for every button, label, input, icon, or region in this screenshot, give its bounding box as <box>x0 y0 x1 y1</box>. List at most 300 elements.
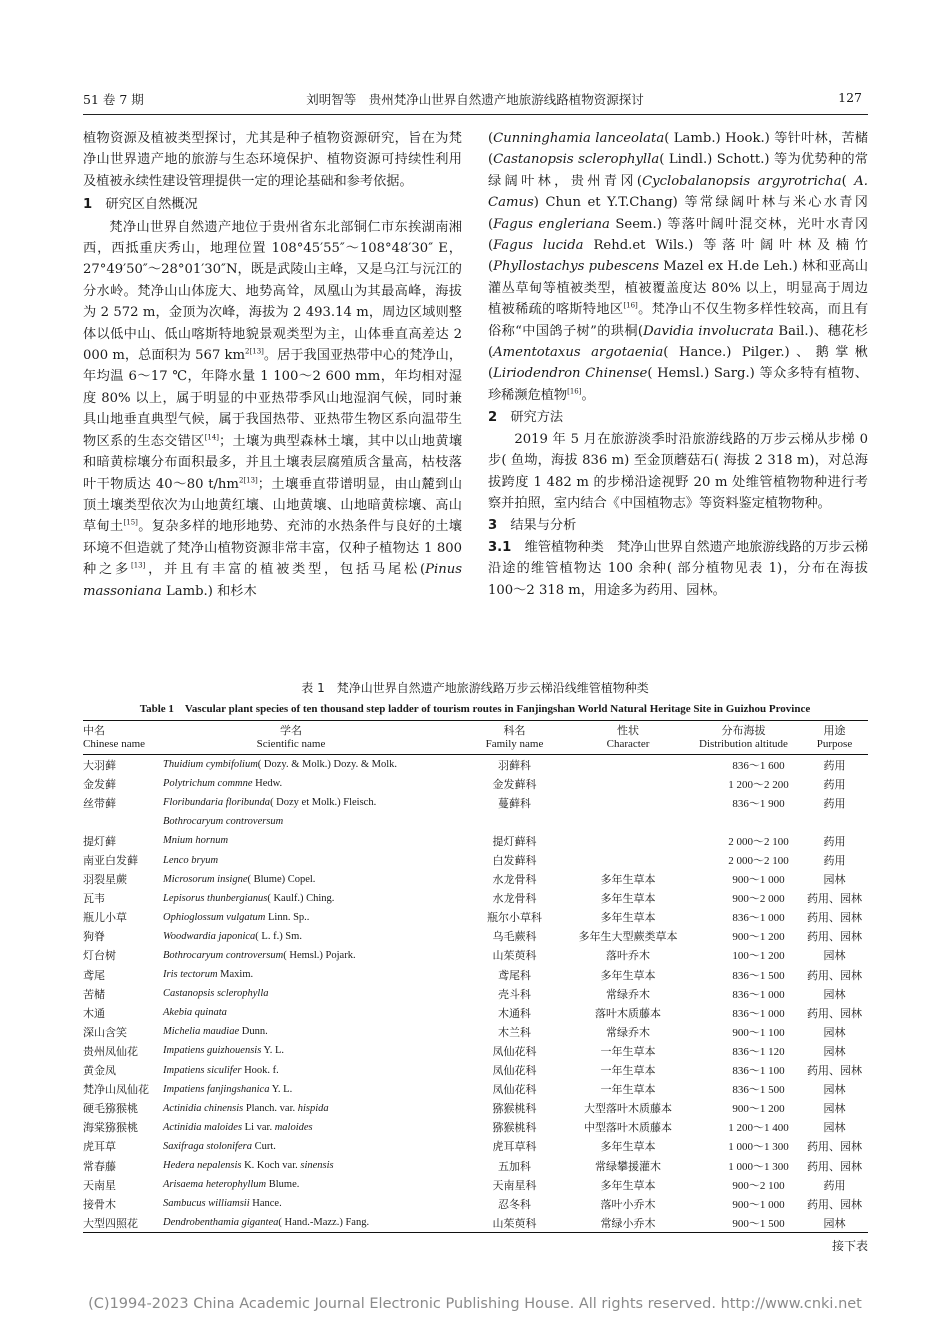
cell-altitude: 836～1 900 <box>732 797 785 810</box>
table-row <box>83 1213 868 1233</box>
header-label: 性状 <box>617 725 639 737</box>
variety-name: maloides <box>274 1121 313 1133</box>
species-name: Cyclobalanopsis argyrotricha <box>642 173 842 189</box>
cell-altitude: 900～1 000 <box>732 1198 785 1211</box>
cell-altitude: 900～1 100 <box>732 1026 785 1039</box>
species-name: Polytrichum commne <box>163 778 253 790</box>
section-3-heading <box>488 515 868 536</box>
species-name: Iris tectorum <box>163 969 218 981</box>
table-header-row <box>83 721 868 755</box>
cell-scientific-name <box>163 1041 459 1060</box>
section-3-number: 3 <box>488 518 498 534</box>
cell-altitude: 900～1 000 <box>732 874 785 887</box>
table-row <box>83 927 868 946</box>
cell-purpose: 药用、园林 <box>807 1065 862 1078</box>
cell-character: 大型落叶木质藤本 <box>584 1103 672 1116</box>
cell-character: 一年生草本 <box>600 1045 656 1058</box>
cell-character <box>570 793 686 812</box>
header-character <box>570 721 686 755</box>
cell-altitude: 1 000～1 300 <box>728 1160 789 1173</box>
cell-chinese-name: 常春藤 <box>83 1160 116 1173</box>
authority: Hook. f. <box>241 1064 279 1076</box>
vegetation-paragraph <box>488 128 868 406</box>
section-1-heading <box>83 194 462 215</box>
header-label-en: Scientific name <box>256 738 326 750</box>
text-run: Mazel ex H.de Leh.) 林和亚高山灌丛草甸等植被类型，植被覆盖度达 80% 以上，明显高于周边植被稀疏的喀斯特地区 <box>488 259 869 318</box>
species-name: Akebia quinata <box>163 1007 227 1019</box>
header-label-en: Chinese name <box>83 738 146 750</box>
table-row <box>83 850 868 869</box>
cell-family-name: 五加科 <box>498 1160 531 1173</box>
cell-character: 多年生草本 <box>600 969 656 982</box>
text-run: ( Lindl.) Schott.) 等为优势种的常绿阔叶林，贵州青冈( <box>488 152 868 189</box>
cell-chinese-name: 丝带藓 <box>83 797 116 810</box>
cell-family-name: 提灯藓科 <box>492 835 537 848</box>
cell-character <box>570 755 686 775</box>
section-2-heading <box>488 407 868 428</box>
species-name: Arisaema heterophyllum <box>163 1179 267 1191</box>
cell-scientific-name <box>163 1003 459 1022</box>
cell-purpose: 药用 <box>823 759 846 772</box>
cell-chinese-name: 瓶儿小草 <box>83 912 127 925</box>
cell-scientific-name <box>163 870 459 889</box>
authority: Blume. <box>266 1179 300 1191</box>
cell-scientific-name <box>163 1156 459 1175</box>
cell-altitude: 836～1 100 <box>732 1065 785 1078</box>
cell-purpose: 药用、园林 <box>807 931 862 944</box>
cell-scientific-name <box>163 965 459 984</box>
cell-altitude: 1 200～2 200 <box>728 778 789 791</box>
cell-family-name: 水龙骨科 <box>492 893 537 906</box>
cell-scientific-name <box>163 1080 459 1099</box>
text-run: Rehd.et Wils.) 等落叶阔叶林及楠竹( <box>488 238 868 275</box>
authority: Maxim. <box>217 969 254 981</box>
table-row <box>83 1080 868 1099</box>
header-distribution-altitude <box>686 721 801 755</box>
cell-purpose: 园林 <box>823 950 846 963</box>
cell-scientific-name <box>163 908 459 927</box>
species-name: Davidia involucrata <box>643 323 774 339</box>
cell-character: 一年生草本 <box>600 1065 656 1078</box>
table-body <box>83 755 868 1233</box>
authority: Linn. Sp.. <box>265 911 310 923</box>
species-name: Castanopsis sclerophylla <box>493 152 660 168</box>
text-run: 梵净山世界自然遗产地位于贵州省东北部铜仁市东挨湖南湘西，西抵重庆秀山，地理位置 108°45′55″～108°48′30″ E，27°49′50″～28°01′30″N，既是武陵山主峰，又是乌江与沅江的分水岭。梵净山山体庞大、地势高耸，凤凰山为其最高峰，海拔为 2 572 m，金顶为次峰，海拔为 2 493.14 m，周边区域则整体以低中山、低山喀斯特地貌景观类型为主，山体垂直高差达 2 000 m，总面积为 567 km <box>83 219 462 364</box>
header-label-en: Purpose <box>816 738 853 750</box>
authority: Planch. var. <box>243 1102 298 1114</box>
section-1-title: 研究区自然概况 <box>105 197 198 213</box>
table-row <box>83 1118 868 1137</box>
table-row <box>83 1041 868 1060</box>
species-name: Fagus engleriana <box>493 216 610 232</box>
cell-scientific-name <box>163 1175 459 1194</box>
table-row <box>83 1003 868 1022</box>
cell-chinese-name: 羽裂星蕨 <box>83 874 127 887</box>
cell-chinese-name: 接骨木 <box>83 1198 116 1211</box>
cell-chinese-name: 大型四照花 <box>83 1213 163 1233</box>
cell-altitude: 900～2 100 <box>732 1179 785 1192</box>
superscript: 2 <box>238 476 244 485</box>
table-caption-english: Table 1 Vascular plant species of ten thousand step ladder of tourism routes in Fanjingshan World Natural Heritage Site in Guizhou Province <box>139 703 811 715</box>
section-2-number: 2 <box>488 410 498 426</box>
cell-chinese-name: 鸢尾 <box>83 969 105 982</box>
header-chinese-name <box>83 721 163 755</box>
cell-chinese-name: 梵净山凤仙花 <box>83 1084 149 1097</box>
header-scientific-name <box>163 721 459 755</box>
cell-scientific-name <box>163 812 459 831</box>
citation: [13] <box>249 347 264 356</box>
cell-scientific-name <box>163 927 459 946</box>
species-name: Bothrocaryum controversum <box>163 816 284 828</box>
cell-family-name: 羽藓科 <box>498 759 531 772</box>
cell-scientific-name <box>163 850 459 869</box>
cell-altitude: 836～1 500 <box>732 969 785 982</box>
cell-altitude <box>686 812 801 831</box>
cell-chinese-name: 苦槠 <box>83 988 105 1001</box>
text-run: 梵净山世界自然遗产地旅游线路的万步云梯沿途的维管植物达 100 余种( 部分植物见表 1)，分布在海拔 100～2 318 m，用途多为药用、园林。 <box>488 539 869 598</box>
cell-purpose: 药用、园林 <box>807 969 862 982</box>
text-run: 。复杂多样的地形地势、充沛的水热条件与良好的土壤环境不但造就了梵净山植物资源非常丰富，仅种子植物达 1 800 种之多 <box>83 519 462 578</box>
cell-purpose: 园林 <box>823 1103 846 1116</box>
cell-chinese-name: 虎耳草 <box>83 1141 116 1154</box>
cell-family-name: 虎耳草科 <box>492 1141 537 1154</box>
species-name: Saxifraga stolonifera <box>163 1140 252 1152</box>
cell-chinese-name: 硬毛猕猴桃 <box>83 1103 138 1116</box>
cell-character: 常绿乔木 <box>606 1026 650 1039</box>
cell-altitude: 1 000～1 300 <box>728 1141 789 1154</box>
table-row <box>83 984 868 1003</box>
authority: ( L. f.) Sm. <box>255 930 302 942</box>
variety-name: hispida <box>297 1102 329 1114</box>
cell-character: 多年生草本 <box>600 1141 656 1154</box>
cell-chinese-name: 黄金凤 <box>83 1065 116 1078</box>
cell-family-name: 山茱萸科 <box>492 950 537 963</box>
species-name: Castanopsis sclerophylla <box>163 988 269 1000</box>
cell-family-name: 凤仙花科 <box>492 1084 537 1097</box>
species-name: Liriodendron Chinense <box>493 366 648 382</box>
citation: [15] <box>123 518 138 527</box>
cell-character: 常绿小乔木 <box>570 1213 686 1233</box>
variety-name: sinensis <box>300 1160 334 1172</box>
cell-scientific-name <box>163 1099 459 1118</box>
header-purpose <box>801 721 868 755</box>
citation: [13] <box>130 561 146 570</box>
header-label-en: Distribution altitude <box>699 738 788 750</box>
citation: [14] <box>204 433 220 442</box>
cell-family-name: 忍冬科 <box>498 1198 531 1211</box>
authority: ( Hemsl.) Pojark. <box>283 949 356 961</box>
authority: ( Kaulf.) Ching. <box>267 892 335 904</box>
text-run: ( Hance.) Pilger.)、鹅掌楸( <box>488 345 868 382</box>
species-name: Mnium hornum <box>163 835 229 847</box>
species-name: Michelia maudiae <box>163 1026 240 1038</box>
species-name: Actinidia chinensis <box>163 1102 244 1114</box>
cell-purpose: 园林 <box>801 1213 868 1233</box>
cell-purpose: 药用 <box>823 778 846 791</box>
cell-character: 多年生草本 <box>600 893 656 906</box>
species-name: Woodwardia japonica <box>163 930 256 942</box>
cell-altitude: 836～1 500 <box>732 1084 785 1097</box>
cell-altitude: 900～1 500 <box>686 1213 801 1233</box>
authority: K. Koch var. <box>241 1160 301 1172</box>
cell-chinese-name: 金发藓 <box>83 778 116 791</box>
table-row <box>83 831 868 850</box>
text-run: ；土壤为典型森林土壤，其中以山地黄壤和暗黄棕壤分布面积最多，并且土壤表层腐殖质含量高，枯枝落叶干物质达 40～80 t/hm <box>83 433 463 492</box>
cell-purpose: 园林 <box>823 874 846 887</box>
table-continued-note: 接下表 <box>831 1239 868 1253</box>
cell-chinese-name: 贵州凤仙花 <box>83 1045 138 1058</box>
cell-character: 落叶小乔木 <box>600 1198 656 1211</box>
cell-character: 中型落叶木质藤本 <box>584 1122 672 1135</box>
cell-scientific-name <box>163 946 459 965</box>
citation: [16] <box>623 301 638 310</box>
header-running-title: 刘明智等 贵州梵净山世界自然遗产地旅游线路植物资源探讨 <box>306 92 644 107</box>
cell-character: 多年生草本 <box>600 1179 656 1192</box>
cell-character <box>570 831 686 850</box>
cell-character: 多年生草本 <box>600 874 656 887</box>
header-family-name <box>459 721 570 755</box>
cell-purpose: 园林 <box>823 1122 846 1135</box>
species-name: Cunninghamia lanceolata <box>493 131 665 146</box>
cell-character: 一年生草本 <box>600 1084 656 1097</box>
header-label-en: Family name <box>485 738 544 750</box>
section-3-title: 结果与分析 <box>510 518 577 534</box>
intro-paragraph-end: 植物资源及植被类型探讨，尤其是种子植物资源研究，旨在为梵净山世界遗产地的旅游与生态环境保护、植物资源可持续性利用及植被永续性建设管理提供一定的理论基础和参考依据。 <box>83 131 462 189</box>
cell-family-name: 白发藓科 <box>492 855 537 868</box>
text-run: ( Lamb.) Hook.) 等针叶林，苦槠( <box>488 131 868 168</box>
table-row <box>83 1022 868 1041</box>
table-row <box>83 793 868 812</box>
authority: Y. L. <box>269 1083 293 1095</box>
cell-scientific-name <box>163 774 459 793</box>
cell-scientific-name <box>163 1061 459 1080</box>
left-column <box>83 128 462 602</box>
cell-altitude: 1 200～1 400 <box>728 1122 789 1135</box>
cell-altitude: 2 000～2 100 <box>728 835 789 848</box>
cell-family-name: 水龙骨科 <box>492 874 537 887</box>
species-name: Actinidia maloides <box>163 1121 243 1133</box>
cell-family-name <box>459 812 570 831</box>
authority: Curt. <box>251 1140 276 1152</box>
cell-purpose: 药用 <box>823 797 846 810</box>
species-name: Hedera nepalensis <box>163 1160 242 1172</box>
cell-chinese-name: 南亚白发藓 <box>83 855 138 868</box>
cell-purpose: 药用、园林 <box>807 1141 862 1154</box>
citation: [13] <box>243 476 258 485</box>
table-row <box>83 1137 868 1156</box>
authority: Dunn. <box>239 1026 268 1038</box>
species-name: Fagus lucida <box>493 238 584 254</box>
cell-chinese-name: 提灯藓 <box>83 835 116 848</box>
table-row <box>83 774 868 793</box>
cell-family-name: 猕猴桃科 <box>492 1103 537 1116</box>
text-run: 。居于我国亚热带中心的梵净山，年均温 6～17 ℃，年降水量 1 100～2 600 mm，年均相对湿度 80% 以上，属于明显的中亚热带季风山地湿润气候，同时兼具山地垂直典型气候，属于我国热带、亚热带生物区系向温带生物区系的生态交错区 <box>83 348 463 449</box>
text-run: ( Hemsl.) Sarg.) 等众多特有植物、珍稀濒危植物 <box>488 366 868 403</box>
cell-character <box>570 774 686 793</box>
cell-altitude: 100～1 200 <box>732 950 785 963</box>
cell-purpose: 药用、园林 <box>807 1007 862 1020</box>
text-run: Bail.)、穗花杉( <box>488 323 868 361</box>
text-run: Lamb.) 和杉木 <box>161 583 257 599</box>
cell-altitude: 836～1 000 <box>732 988 785 1001</box>
cell-altitude: 836～1 000 <box>732 1007 785 1020</box>
cell-family-name: 蔓藓科 <box>498 797 531 810</box>
table-row <box>83 908 868 927</box>
header-label: 科名 <box>503 725 526 737</box>
table-row <box>83 1175 868 1194</box>
species-name: Amentotaxus argotaenia <box>493 345 664 361</box>
header-label: 用途 <box>823 725 846 737</box>
cell-family-name: 山茱萸科 <box>459 1213 570 1233</box>
cell-scientific-name <box>163 1022 459 1041</box>
cell-scientific-name <box>163 1194 459 1213</box>
cell-chinese-name: 木通 <box>83 1007 105 1020</box>
species-name: Impatiens guizhouensis <box>163 1045 262 1057</box>
cell-scientific-name <box>163 755 459 775</box>
header-label: 学名 <box>280 725 302 737</box>
authority: ( Blume) Copel. <box>247 873 316 885</box>
cell-family-name: 天南星科 <box>492 1179 537 1192</box>
header-issue: 51 卷 7 期 <box>83 92 144 107</box>
cell-purpose: 药用 <box>823 1179 846 1192</box>
text-run: ( <box>488 131 494 146</box>
species-name: Thuidium cymbifolium <box>163 759 258 771</box>
right-column <box>488 128 868 601</box>
authority: ( Dozy et Molk.) Fleisch. <box>270 797 377 809</box>
cell-character <box>570 812 686 831</box>
cell-chinese-name: 灯台树 <box>83 950 116 963</box>
section-3-1-title: 维管植物种类 <box>524 539 604 555</box>
section-3-1-number: 3.1 <box>488 539 512 555</box>
table-row <box>83 889 868 908</box>
cell-altitude: 900～1 200 <box>732 1103 785 1116</box>
species-name: Phyllostachys pubescens <box>493 259 659 275</box>
species-name: Sambucus williamsii <box>163 1198 250 1210</box>
superscript: 2 <box>245 347 250 356</box>
cell-family-name: 木通科 <box>498 1007 531 1020</box>
cell-chinese-name: 狗脊 <box>83 931 105 944</box>
cell-scientific-name <box>163 1137 459 1156</box>
table-row <box>83 946 868 965</box>
cell-purpose <box>801 812 868 831</box>
cell-purpose: 药用 <box>823 835 846 848</box>
cell-family-name: 瓶尔小草科 <box>487 912 542 925</box>
table-row <box>83 1156 868 1175</box>
species-name: Impatiens siculifer <box>163 1064 242 1076</box>
header-label: 中名 <box>83 725 105 737</box>
cell-chinese-name: 天南星 <box>83 1179 116 1192</box>
header-rule <box>83 114 868 115</box>
section-1-paragraph <box>83 217 462 602</box>
table-row <box>83 755 868 775</box>
text-run: Seem.) 等落叶阔叶混交林，光叶水青冈( <box>488 216 869 254</box>
cell-purpose: 园林 <box>823 1026 846 1039</box>
species-name: Impatiens fanjingshanica <box>163 1083 270 1095</box>
cell-scientific-name <box>163 793 459 812</box>
authority: ( Dozy. & Molk.) Dozy. & Molk. <box>257 759 398 771</box>
cell-altitude: 900～2 000 <box>732 893 785 906</box>
copyright-footer: (C)1994-2023 China Academic Journal Electronic Publishing House. All rights reserved. http://www.cnki.net <box>88 1296 862 1312</box>
cell-character: 多年生大型蕨类草本 <box>578 931 678 944</box>
species-name: Microsorum insigne <box>163 873 248 885</box>
cell-family-name: 凤仙花科 <box>492 1065 537 1078</box>
text-run: ( <box>841 173 855 189</box>
cell-purpose: 园林 <box>823 988 846 1001</box>
cell-chinese-name: 大羽藓 <box>83 759 116 772</box>
species-name: Dendrobenthamia gigantea <box>163 1217 279 1229</box>
species-name: Ophioglossum vulgatum <box>163 911 266 923</box>
cell-character <box>570 850 686 869</box>
cell-family-name: 金发藓科 <box>492 778 537 791</box>
cell-family-name: 壳斗科 <box>498 988 531 1001</box>
header-label-en: Character <box>606 738 650 750</box>
cell-altitude: 836～1 000 <box>732 912 785 925</box>
cell-family-name: 凤仙花科 <box>492 1045 537 1058</box>
species-name: Floribundaria floribunda <box>163 797 271 809</box>
cell-character: 常绿攀援灌木 <box>595 1160 661 1173</box>
cell-character: 落叶乔木 <box>606 950 650 963</box>
table-row <box>83 812 868 831</box>
cell-character: 常绿乔木 <box>606 988 650 1001</box>
cell-purpose: 药用、园林 <box>807 1198 862 1211</box>
header-label: 分布海拔 <box>721 725 766 737</box>
table-row <box>83 870 868 889</box>
table-row <box>83 1099 868 1118</box>
cell-chinese-name: 海棠猕猴桃 <box>83 1122 138 1135</box>
text-run: 。梵净山不仅生物多样性较高，而且有俗称“中国鸽子树”的珙桐( <box>488 302 869 339</box>
cell-scientific-name <box>163 1213 459 1233</box>
species-name: Pinus massoniana <box>83 562 463 599</box>
authority: Hedw. <box>252 778 283 790</box>
cell-purpose: 药用、园林 <box>807 912 862 925</box>
authority: Li var. <box>242 1121 275 1133</box>
cell-altitude: 836～1 600 <box>732 759 785 772</box>
text-run: ) Chun et Y.T.Chang) 等常绿阔叶林与米心水青冈( <box>488 195 868 232</box>
text-run: ，并且有丰富的植被类型，包括马尾松( <box>145 562 426 578</box>
cell-chinese-name: 瓦韦 <box>83 893 105 906</box>
text-run: 。 <box>581 387 595 403</box>
table-row <box>83 965 868 984</box>
cell-family-name: 鸢尾科 <box>498 969 531 982</box>
cell-purpose: 园林 <box>823 1045 846 1058</box>
authority: Y. L. <box>261 1045 285 1057</box>
header-page-number: 127 <box>838 90 862 105</box>
cell-chinese-name <box>83 812 163 831</box>
section-1-number: 1 <box>83 197 93 213</box>
cell-purpose: 药用、园林 <box>807 893 862 906</box>
species-name: Bothrocaryum controversum <box>163 949 284 961</box>
cell-purpose: 药用 <box>823 855 846 868</box>
section-2-title: 研究方法 <box>510 410 564 426</box>
cell-scientific-name <box>163 1118 459 1137</box>
author-name: A. Camus <box>488 173 868 211</box>
cell-altitude: 900～1 200 <box>732 931 785 944</box>
cell-family-name: 木兰科 <box>498 1026 531 1039</box>
text-run: ；土壤垂直带谱明显，由山麓到山顶土壤类型依次为山地黄红壤、山地黄壤、山地暗黄棕壤、高山草甸土 <box>83 476 463 535</box>
cell-altitude: 836～1 120 <box>732 1045 785 1058</box>
authority: Hance. <box>249 1198 282 1210</box>
cell-scientific-name <box>163 831 459 850</box>
cell-altitude: 2 000～2 100 <box>728 855 789 868</box>
cell-scientific-name <box>163 889 459 908</box>
cell-character: 落叶木质藤本 <box>595 1007 661 1020</box>
cell-purpose: 药用、园林 <box>807 1160 862 1173</box>
section-2-paragraph: 2019 年 5 月在旅游淡季时沿旅游线路的万步云梯从步梯 0 步( 鱼坳，海拔 836 m) 至金顶蘑菇石( 海拔 2 318 m)，对总海拔跨度 1 482 m 的步梯沿途视野 20 m 处维管植物物种进行考察并拍照，室内结合《中国植物志》等资料鉴定植物物种。 <box>488 431 868 511</box>
cell-chinese-name: 深山含笑 <box>83 1026 127 1039</box>
cell-character: 多年生草本 <box>600 912 656 925</box>
section-3-1-paragraph <box>488 537 868 601</box>
cell-scientific-name <box>163 984 459 1003</box>
